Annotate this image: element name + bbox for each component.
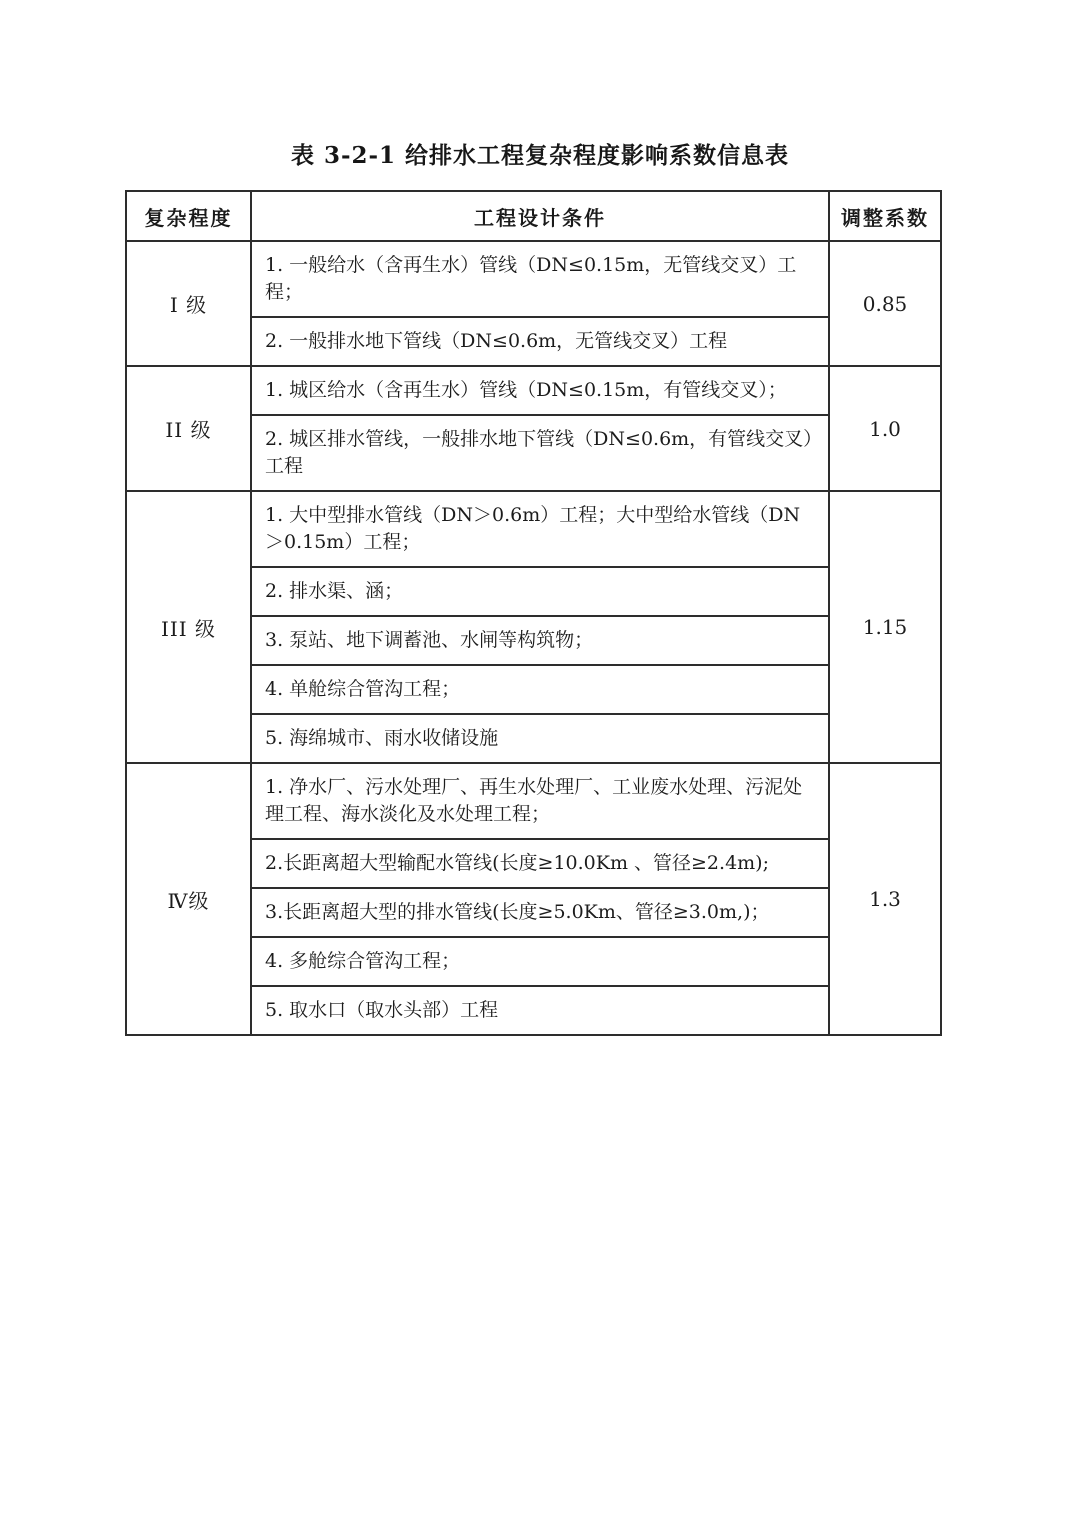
level-cell-grade4: Ⅳ级 [126,763,251,1035]
table-row [126,241,941,317]
condition-cell: 2. 排水渠、涵； [251,567,829,616]
condition-cell: 5. 海绵城市、雨水收储设施 [251,714,829,763]
condition-cell: 4. 多舱综合管沟工程； [251,937,829,986]
table-row [126,366,941,415]
complexity-coefficient-table [125,190,942,1036]
condition-cell: 2. 一般排水地下管线（DN≤0.6m，无管线交叉）工程 [251,317,829,366]
condition-cell: 3.长距离超大型的排水管线(长度≥5.0Km、管径≥3.0m,)； [251,888,829,937]
condition-cell: 1. 净水厂、污水处理厂、再生水处理厂、工业废水处理、污泥处理工程、海水淡化及水处理工程； [251,763,829,839]
condition-cell: 1. 一般给水（含再生水）管线（DN≤0.15m，无管线交叉）工程； [251,241,829,317]
coefficient-cell-grade3: 1.15 [829,491,941,763]
condition-cell: 2.长距离超大型输配水管线(长度≥10.0Km 、管径≥2.4m); [251,839,829,888]
page-title: 表 3-2-1 给排水工程复杂程度影响系数信息表 [290,142,790,169]
table-row [126,763,941,839]
table-row [126,491,941,567]
header-design-conditions: 工程设计条件 [251,191,829,241]
coefficient-cell-grade2: 1.0 [829,366,941,491]
coefficient-cell-grade1: 0.85 [829,241,941,366]
level-cell-grade1: I 级 [126,241,251,366]
table-header-row [126,191,941,241]
condition-cell: 3. 泵站、地下调蓄池、水闸等构筑物； [251,616,829,665]
condition-cell: 5. 取水口（取水头部）工程 [251,986,829,1035]
condition-cell: 2. 城区排水管线，一般排水地下管线（DN≤0.6m，有管线交叉）工程 [251,415,829,491]
condition-cell: 1. 城区给水（含再生水）管线（DN≤0.15m，有管线交叉）； [251,366,829,415]
coefficient-cell-grade4: 1.3 [829,763,941,1035]
header-complexity-level: 复杂程度 [126,191,251,241]
header-adjustment-coefficient: 调整系数 [829,191,941,241]
level-cell-grade2: II 级 [126,366,251,491]
level-cell-grade3: III 级 [126,491,251,763]
condition-cell: 1. 大中型排水管线（DN＞0.6m）工程；大中型给水管线（DN＞0.15m）工程； [251,491,829,567]
condition-cell: 4. 单舱综合管沟工程； [251,665,829,714]
